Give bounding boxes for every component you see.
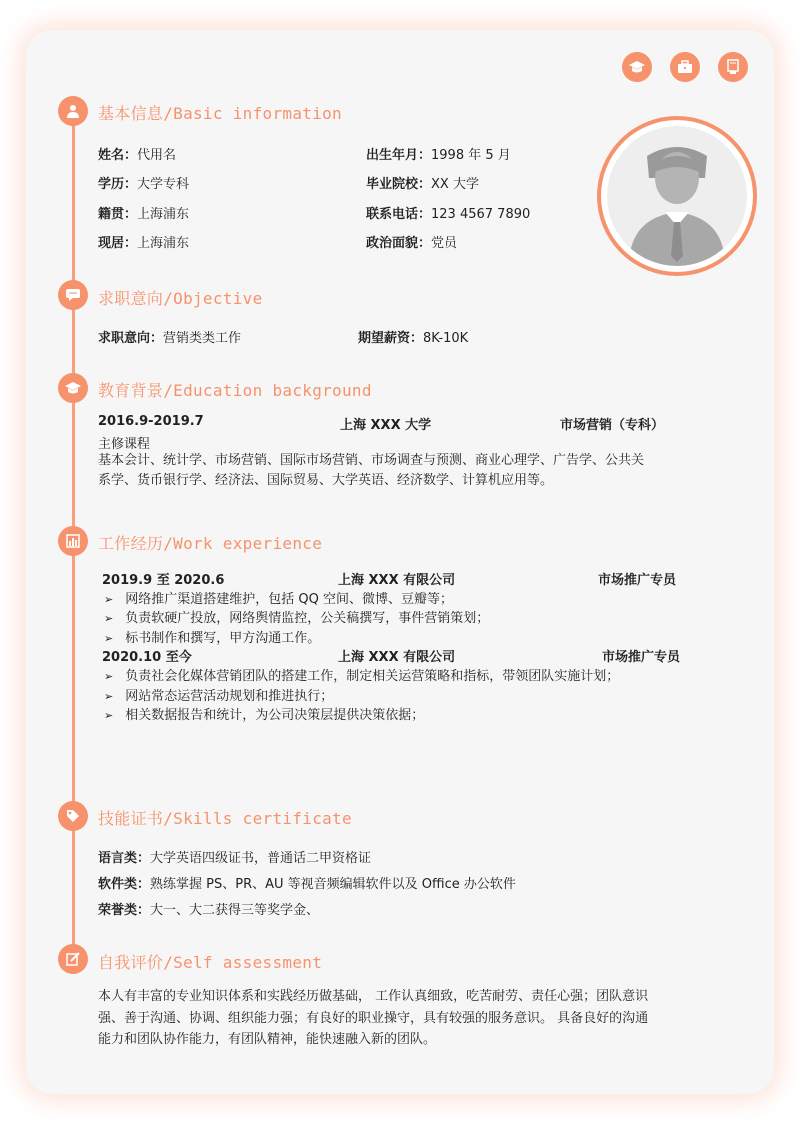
job-bullet: ➢ 负责社会化媒体营销团队的搭建工作，制定相关运营策略和指标，带领团队实施计划； <box>104 669 620 684</box>
job-bullet: ➢ 网络推广渠道搭建维护，包括 QQ 空间、微博、豆瓣等； <box>104 592 453 607</box>
field-name: 姓名：代用名 <box>98 148 177 163</box>
job-bullet: ➢ 标书制作和撰写，甲方沟通工作。 <box>104 631 321 646</box>
field-phone: 联系电话：123 4567 7890 <box>366 207 531 222</box>
certificate-icon[interactable] <box>718 52 748 82</box>
field-education: 学历：大学专科 <box>98 177 190 192</box>
job-company: 上海 XXX 有限公司 <box>338 650 456 665</box>
avatar <box>597 116 757 276</box>
education-major: 市场营销（专科） <box>560 418 665 433</box>
chat-icon <box>58 280 88 310</box>
skill-software: 软件类：熟练掌握 PS、PR、AU 等视音频编辑软件以及 Office 办公软件 <box>98 877 516 892</box>
job-bullet: ➢ 相关数据报告和统计，为公司决策层提供决策依据； <box>104 708 425 723</box>
field-school: 毕业院校：XX 大学 <box>366 177 479 192</box>
education-school: 上海 XXX 大学 <box>340 418 432 433</box>
person-silhouette-icon <box>607 126 747 266</box>
skill-language: 语言类：大学英语四级证书，普通话二甲资格证 <box>98 851 372 866</box>
field-residence: 现居：上海浦东 <box>98 236 190 251</box>
graduation-cap-icon <box>58 373 88 403</box>
field-origin: 籍贯：上海浦东 <box>98 207 190 222</box>
job-position: 市场推广专员 <box>602 650 681 665</box>
section-title-objective: 求职意向/Objective <box>98 289 263 308</box>
self-assessment-text: 本人有丰富的专业知识体系和实践经历做基础， 工作认真细致，吃苦耐劳、责任心强；团队意识 强、善于沟通、协调、组织能力强；有良好的职业操守，具有较强的服务意识。 具备良好的沟通 能力和团队协作能力，有团队精神，能快速融入新的团队。 <box>98 989 649 1047</box>
job-bullet: ➢ 网站常态运营活动规划和推进执行； <box>104 689 334 704</box>
section-title-education: 教育背景/Education background <box>98 381 372 400</box>
bar-chart-icon <box>58 526 88 556</box>
graduation-cap-icon[interactable] <box>622 52 652 82</box>
job-period: 2019.9 至 2020.6 <box>102 573 225 588</box>
top-icon-bar <box>622 52 748 82</box>
field-salary: 期望薪资：8K-10K <box>358 331 469 346</box>
job-period: 2020.10 至今 <box>102 650 192 665</box>
courses-list: 基本会计、统计学、市场营销、国际市场营销、市场调查与预测、商业心理学、广告学、公共关 系学、货币银行学、经济法、国际贸易、大学英语、经济数学、计算机应用等。 <box>98 453 645 488</box>
user-icon <box>58 96 88 126</box>
field-intent: 求职意向：营销类类工作 <box>98 331 242 346</box>
job-company: 上海 XXX 有限公司 <box>338 573 456 588</box>
section-title-self: 自我评价/Self assessment <box>98 953 323 972</box>
tag-icon <box>58 801 88 831</box>
section-title-work: 工作经历/Work experience <box>98 534 323 553</box>
skill-honor: 荣誉类：大一、大二获得三等奖学金、 <box>98 903 320 918</box>
education-period: 2016.9-2019.7 <box>98 414 204 429</box>
job-position: 市场推广专员 <box>598 573 677 588</box>
job-bullet: ➢ 负责软硬广投放，网络舆情监控，公关稿撰写，事件营销策划； <box>104 611 490 626</box>
courses-label: 主修课程 <box>98 437 151 452</box>
section-title-basic: 基本信息/Basic information <box>98 104 342 123</box>
briefcase-icon[interactable] <box>670 52 700 82</box>
field-politics: 政治面貌：党员 <box>366 236 458 251</box>
section-title-skills: 技能证书/Skills certificate <box>98 809 352 828</box>
field-birth: 出生年月：1998 年 5 月 <box>366 148 511 163</box>
edit-icon <box>58 944 88 974</box>
